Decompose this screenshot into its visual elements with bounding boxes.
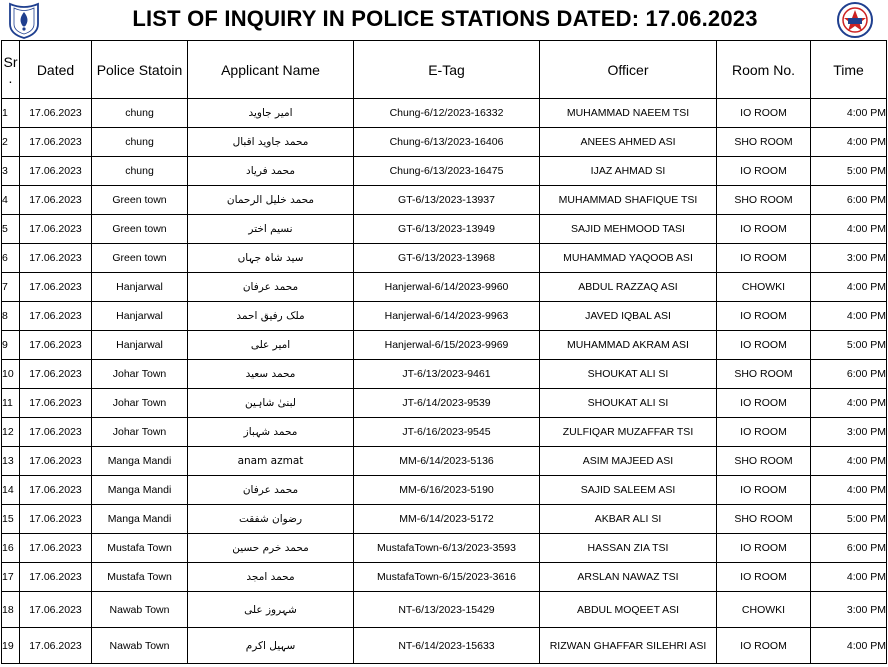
table-row bbox=[2, 389, 887, 418]
table-row bbox=[2, 331, 887, 360]
row-officer-cell: MUHAMMAD NAEEM TSI bbox=[540, 99, 717, 128]
row-dated-cell: 17.06.2023 bbox=[20, 628, 92, 664]
row-sr-cell: 19 bbox=[2, 628, 20, 664]
row-etag-cell: MM-6/14/2023-5172 bbox=[354, 505, 540, 534]
table-row bbox=[2, 447, 887, 476]
row-applicant-cell: نسیم اختر bbox=[188, 215, 354, 244]
row-officer-cell: MUHAMMAD AKRAM ASI bbox=[540, 331, 717, 360]
row-time-cell: 4:00 PM bbox=[811, 628, 887, 664]
row-etag-cell: Hanjerwal-6/15/2023-9969 bbox=[354, 331, 540, 360]
row-officer-cell: JAVED IQBAL ASI bbox=[540, 302, 717, 331]
header-sr: Sr . bbox=[2, 41, 20, 99]
row-dated-cell: 17.06.2023 bbox=[20, 534, 92, 563]
row-time-cell: 6:00 PM bbox=[811, 360, 887, 389]
row-station-cell: chung bbox=[92, 128, 188, 157]
row-officer-cell: ANEES AHMED ASI bbox=[540, 128, 717, 157]
row-etag-cell: JT-6/14/2023-9539 bbox=[354, 389, 540, 418]
row-sr-cell: 3 bbox=[2, 157, 20, 186]
row-room-cell: IO ROOM bbox=[717, 157, 811, 186]
row-dated-cell: 17.06.2023 bbox=[20, 418, 92, 447]
row-station-cell: Mustafa Town bbox=[92, 534, 188, 563]
row-officer-cell: ASIM MAJEED ASI bbox=[540, 447, 717, 476]
row-room-cell: IO ROOM bbox=[717, 215, 811, 244]
row-dated-cell: 17.06.2023 bbox=[20, 360, 92, 389]
emblem-logo-icon bbox=[4, 0, 44, 40]
row-room-cell: IO ROOM bbox=[717, 244, 811, 273]
row-etag-cell: GT-6/13/2023-13949 bbox=[354, 215, 540, 244]
row-dated-cell: 17.06.2023 bbox=[20, 273, 92, 302]
row-time-cell: 6:00 PM bbox=[811, 534, 887, 563]
row-station-cell: Green town bbox=[92, 215, 188, 244]
row-station-cell: Green town bbox=[92, 186, 188, 215]
table-row bbox=[2, 99, 887, 128]
row-time-cell: 4:00 PM bbox=[811, 273, 887, 302]
row-time-cell: 4:00 PM bbox=[811, 447, 887, 476]
row-time-cell: 4:00 PM bbox=[811, 302, 887, 331]
row-station-cell: chung bbox=[92, 157, 188, 186]
row-etag-cell: Chung-6/12/2023-16332 bbox=[354, 99, 540, 128]
row-room-cell: IO ROOM bbox=[717, 331, 811, 360]
row-applicant-cell: محمد عرفان bbox=[188, 476, 354, 505]
row-dated-cell: 17.06.2023 bbox=[20, 215, 92, 244]
row-sr-cell: 5 bbox=[2, 215, 20, 244]
row-applicant-cell: محمد جاوید اقبال bbox=[188, 128, 354, 157]
table-row bbox=[2, 534, 887, 563]
row-station-cell: Johar Town bbox=[92, 389, 188, 418]
row-etag-cell: MM-6/16/2023-5190 bbox=[354, 476, 540, 505]
header-row bbox=[2, 41, 887, 99]
row-room-cell: IO ROOM bbox=[717, 99, 811, 128]
row-officer-cell: SAJID MEHMOOD TASI bbox=[540, 215, 717, 244]
header-applicant: Applicant Name bbox=[188, 41, 354, 99]
row-applicant-cell: محمد شہباز bbox=[188, 418, 354, 447]
header-station: Police Statoin bbox=[92, 41, 188, 99]
table-row bbox=[2, 476, 887, 505]
row-sr-cell: 15 bbox=[2, 505, 20, 534]
row-dated-cell: 17.06.2023 bbox=[20, 157, 92, 186]
row-applicant-cell: سید شاہ جہاں bbox=[188, 244, 354, 273]
table-row bbox=[2, 360, 887, 389]
header-dated: Dated bbox=[20, 41, 92, 99]
row-etag-cell: JT-6/13/2023-9461 bbox=[354, 360, 540, 389]
row-dated-cell: 17.06.2023 bbox=[20, 331, 92, 360]
table-row bbox=[2, 215, 887, 244]
row-room-cell: IO ROOM bbox=[717, 302, 811, 331]
row-applicant-cell: لبنیٰ شاہین bbox=[188, 389, 354, 418]
row-station-cell: Hanjarwal bbox=[92, 273, 188, 302]
police-badge-icon bbox=[834, 0, 876, 40]
header-etag: E-Tag bbox=[354, 41, 540, 99]
title-bar bbox=[0, 0, 888, 40]
row-officer-cell: RIZWAN GHAFFAR SILEHRI ASI bbox=[540, 628, 717, 664]
row-station-cell: Manga Mandi bbox=[92, 505, 188, 534]
row-dated-cell: 17.06.2023 bbox=[20, 244, 92, 273]
inquiry-table bbox=[1, 40, 887, 664]
row-etag-cell: Hanjerwal-6/14/2023-9960 bbox=[354, 273, 540, 302]
row-officer-cell: AKBAR ALI SI bbox=[540, 505, 717, 534]
row-applicant-cell: محمد خلیل الرحمان bbox=[188, 186, 354, 215]
table-row bbox=[2, 244, 887, 273]
row-dated-cell: 17.06.2023 bbox=[20, 128, 92, 157]
row-room-cell: SHO ROOM bbox=[717, 186, 811, 215]
row-officer-cell: HASSAN ZIA TSI bbox=[540, 534, 717, 563]
table-row bbox=[2, 157, 887, 186]
row-etag-cell: MustafaTown-6/13/2023-3593 bbox=[354, 534, 540, 563]
row-etag-cell: JT-6/16/2023-9545 bbox=[354, 418, 540, 447]
row-station-cell: Manga Mandi bbox=[92, 447, 188, 476]
row-sr-cell: 1 bbox=[2, 99, 20, 128]
row-sr-cell: 9 bbox=[2, 331, 20, 360]
row-sr-cell: 8 bbox=[2, 302, 20, 331]
row-time-cell: 4:00 PM bbox=[811, 215, 887, 244]
row-sr-cell: 12 bbox=[2, 418, 20, 447]
row-officer-cell: SAJID SALEEM ASI bbox=[540, 476, 717, 505]
table-row bbox=[2, 418, 887, 447]
row-applicant-cell: امیر علی bbox=[188, 331, 354, 360]
row-etag-cell: MM-6/14/2023-5136 bbox=[354, 447, 540, 476]
row-time-cell: 6:00 PM bbox=[811, 186, 887, 215]
table-row bbox=[2, 128, 887, 157]
row-time-cell: 4:00 PM bbox=[811, 389, 887, 418]
row-station-cell: Johar Town bbox=[92, 418, 188, 447]
row-sr-cell: 6 bbox=[2, 244, 20, 273]
row-time-cell: 4:00 PM bbox=[811, 563, 887, 592]
row-applicant-cell: محمد امجد bbox=[188, 563, 354, 592]
row-room-cell: CHOWKI bbox=[717, 273, 811, 302]
row-etag-cell: GT-6/13/2023-13968 bbox=[354, 244, 540, 273]
row-station-cell: Hanjarwal bbox=[92, 302, 188, 331]
row-applicant-cell: anam azmat bbox=[188, 447, 354, 476]
page-title: LIST OF INQUIRY IN POLICE STATIONS DATED: 17.06.2023 bbox=[132, 6, 758, 31]
row-dated-cell: 17.06.2023 bbox=[20, 505, 92, 534]
row-time-cell: 5:00 PM bbox=[811, 157, 887, 186]
row-applicant-cell: ملک رفیق احمد bbox=[188, 302, 354, 331]
row-officer-cell: ARSLAN NAWAZ TSI bbox=[540, 563, 717, 592]
row-etag-cell: GT-6/13/2023-13937 bbox=[354, 186, 540, 215]
row-sr-cell: 16 bbox=[2, 534, 20, 563]
row-etag-cell: MustafaTown-6/15/2023-3616 bbox=[354, 563, 540, 592]
row-time-cell: 3:00 PM bbox=[811, 244, 887, 273]
row-room-cell: IO ROOM bbox=[717, 389, 811, 418]
table-row bbox=[2, 628, 887, 664]
row-station-cell: Green town bbox=[92, 244, 188, 273]
row-time-cell: 4:00 PM bbox=[811, 476, 887, 505]
row-officer-cell: MUHAMMAD SHAFIQUE TSI bbox=[540, 186, 717, 215]
row-applicant-cell: امیر جاوید bbox=[188, 99, 354, 128]
row-station-cell: Nawab Town bbox=[92, 628, 188, 664]
row-time-cell: 3:00 PM bbox=[811, 592, 887, 628]
row-dated-cell: 17.06.2023 bbox=[20, 447, 92, 476]
row-room-cell: CHOWKI bbox=[717, 592, 811, 628]
row-sr-cell: 10 bbox=[2, 360, 20, 389]
row-applicant-cell: محمد فریاد bbox=[188, 157, 354, 186]
row-station-cell: Nawab Town bbox=[92, 592, 188, 628]
row-sr-cell: 4 bbox=[2, 186, 20, 215]
row-etag-cell: Chung-6/13/2023-16475 bbox=[354, 157, 540, 186]
row-room-cell: SHO ROOM bbox=[717, 128, 811, 157]
row-station-cell: chung bbox=[92, 99, 188, 128]
row-station-cell: Mustafa Town bbox=[92, 563, 188, 592]
row-dated-cell: 17.06.2023 bbox=[20, 99, 92, 128]
header-time: Time bbox=[811, 41, 887, 99]
row-time-cell: 3:00 PM bbox=[811, 418, 887, 447]
row-time-cell: 4:00 PM bbox=[811, 128, 887, 157]
row-station-cell: Hanjarwal bbox=[92, 331, 188, 360]
row-room-cell: SHO ROOM bbox=[717, 505, 811, 534]
row-dated-cell: 17.06.2023 bbox=[20, 476, 92, 505]
table-row bbox=[2, 186, 887, 215]
row-officer-cell: IJAZ AHMAD SI bbox=[540, 157, 717, 186]
row-etag-cell: NT-6/14/2023-15633 bbox=[354, 628, 540, 664]
row-etag-cell: Hanjerwal-6/14/2023-9963 bbox=[354, 302, 540, 331]
row-officer-cell: ZULFIQAR MUZAFFAR TSI bbox=[540, 418, 717, 447]
table-row bbox=[2, 592, 887, 628]
row-etag-cell: Chung-6/13/2023-16406 bbox=[354, 128, 540, 157]
row-station-cell: Johar Town bbox=[92, 360, 188, 389]
row-etag-cell: NT-6/13/2023-15429 bbox=[354, 592, 540, 628]
row-officer-cell: SHOUKAT ALI SI bbox=[540, 360, 717, 389]
row-room-cell: SHO ROOM bbox=[717, 447, 811, 476]
row-officer-cell: ABDUL MOQEET ASI bbox=[540, 592, 717, 628]
row-time-cell: 5:00 PM bbox=[811, 331, 887, 360]
header-room: Room No. bbox=[717, 41, 811, 99]
row-sr-cell: 2 bbox=[2, 128, 20, 157]
row-room-cell: IO ROOM bbox=[717, 418, 811, 447]
row-applicant-cell: محمد خرم حسین bbox=[188, 534, 354, 563]
row-dated-cell: 17.06.2023 bbox=[20, 592, 92, 628]
row-sr-cell: 17 bbox=[2, 563, 20, 592]
row-sr-cell: 11 bbox=[2, 389, 20, 418]
row-officer-cell: MUHAMMAD YAQOOB ASI bbox=[540, 244, 717, 273]
row-dated-cell: 17.06.2023 bbox=[20, 563, 92, 592]
row-applicant-cell: محمد سعید bbox=[188, 360, 354, 389]
table-row bbox=[2, 505, 887, 534]
row-room-cell: IO ROOM bbox=[717, 628, 811, 664]
row-dated-cell: 17.06.2023 bbox=[20, 389, 92, 418]
row-station-cell: Manga Mandi bbox=[92, 476, 188, 505]
row-applicant-cell: سہیل اکرم bbox=[188, 628, 354, 664]
row-sr-cell: 13 bbox=[2, 447, 20, 476]
row-dated-cell: 17.06.2023 bbox=[20, 302, 92, 331]
row-time-cell: 5:00 PM bbox=[811, 505, 887, 534]
header-officer: Officer bbox=[540, 41, 717, 99]
row-room-cell: IO ROOM bbox=[717, 534, 811, 563]
table-row bbox=[2, 302, 887, 331]
row-officer-cell: SHOUKAT ALI SI bbox=[540, 389, 717, 418]
row-sr-cell: 7 bbox=[2, 273, 20, 302]
row-applicant-cell: محمد عرفان bbox=[188, 273, 354, 302]
row-sr-cell: 18 bbox=[2, 592, 20, 628]
row-sr-cell: 14 bbox=[2, 476, 20, 505]
row-room-cell: IO ROOM bbox=[717, 476, 811, 505]
row-room-cell: IO ROOM bbox=[717, 563, 811, 592]
row-officer-cell: ABDUL RAZZAQ ASI bbox=[540, 273, 717, 302]
table-row bbox=[2, 563, 887, 592]
table-row bbox=[2, 273, 887, 302]
row-applicant-cell: رضوان شفقت bbox=[188, 505, 354, 534]
row-room-cell: SHO ROOM bbox=[717, 360, 811, 389]
row-applicant-cell: شہروز علی bbox=[188, 592, 354, 628]
row-dated-cell: 17.06.2023 bbox=[20, 186, 92, 215]
row-time-cell: 4:00 PM bbox=[811, 99, 887, 128]
